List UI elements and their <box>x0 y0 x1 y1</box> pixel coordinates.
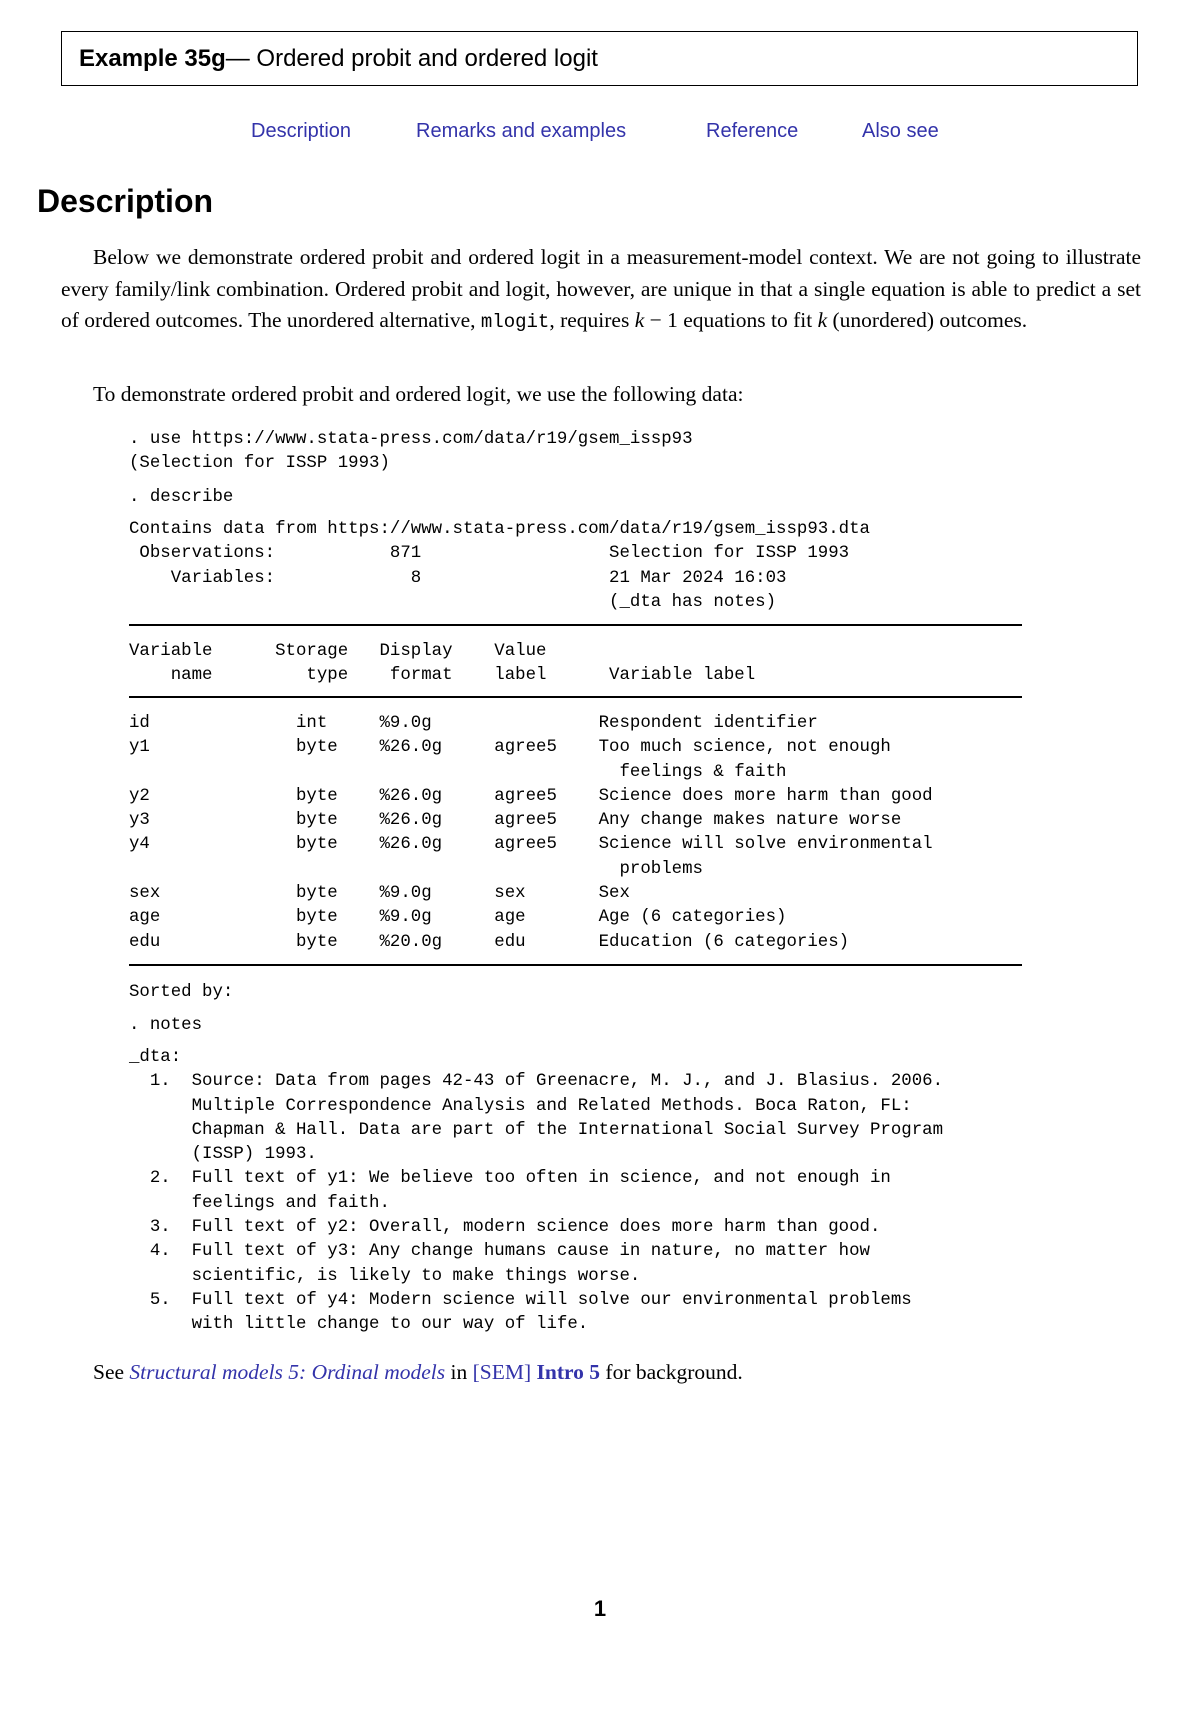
see-also-paragraph <box>61 1357 1141 1389</box>
k-variable: k <box>634 308 645 332</box>
table-row: y4 byte %26.0g agree5 Science will solve environmental <box>129 835 933 855</box>
use-output-line: (Selection for ISSP 1993) <box>129 454 390 474</box>
table-bottom-rule <box>129 964 1022 966</box>
note-line: Multiple Correspondence Analysis and Related Methods. Boca Raton, FL: <box>129 1096 912 1116</box>
intro-text-a: Below we demonstrate ordered probit and ordered logit in a measurement-model context. We are not going to illustrate every family/link combination. Ordered probit and logit, however, are unique in that a single equation is able to predict a set of ordered outcomes. The unordered alternative, <box>61 245 1141 332</box>
notes-flag-line: (_dta has notes) <box>129 592 777 612</box>
table-top-rule <box>129 624 1022 626</box>
table-row: problems <box>129 859 703 879</box>
intro5-link[interactable]: Intro 5 <box>536 1360 601 1384</box>
page-number: 1 <box>593 1596 607 1621</box>
note-line: 2. Full text of y1: We believe too often in science, and not enough in <box>129 1169 891 1189</box>
nav-link-reference[interactable]: Reference <box>706 120 799 142</box>
table-row: age byte %9.0g age Age (6 categories) <box>129 908 787 928</box>
nav-link-also-see[interactable]: Also see <box>862 120 939 142</box>
section-nav <box>0 120 1200 148</box>
example-label: Example 35g <box>79 44 226 72</box>
table-header-rule <box>129 696 1022 698</box>
table-row: y3 byte %26.0g agree5 Any change makes nature worse <box>129 811 902 831</box>
use-command <box>129 428 693 477</box>
table-row: feelings & faith <box>129 762 787 782</box>
ordinal-models-link[interactable]: Structural models 5: Ordinal models <box>129 1360 446 1384</box>
contains-line: Contains data from https://www.stata-press.com/data/r19/gsem_issp93.dta <box>129 520 870 539</box>
intro-text-d: (unordered) outcomes. <box>827 308 1028 332</box>
variable-table-header <box>129 640 755 689</box>
note-line: Chapman & Hall. Data are part of the International Social Survey Program <box>129 1120 944 1140</box>
variable-table-body <box>129 712 933 955</box>
note-line: (ISSP) 1993. <box>129 1145 317 1165</box>
describe-summary <box>129 518 870 615</box>
notes-output <box>129 1046 943 1338</box>
data-intro-paragraph: To demonstrate ordered probit and ordered logit, we use the following data: <box>93 382 744 406</box>
dta-label: _dta: <box>129 1048 182 1067</box>
table-row: y1 byte %26.0g agree5 Too much science, not enough <box>129 738 891 758</box>
note-line: 3. Full text of y2: Overall, modern science does more harm than good. <box>129 1218 881 1238</box>
variables-line: Variables: 8 21 Mar 2024 16:03 <box>129 568 787 588</box>
describe-command: . describe <box>129 488 234 507</box>
mlogit-code: mlogit <box>480 311 550 333</box>
k-variable-2: k <box>817 308 828 332</box>
sem-manual-link[interactable]: [SEM] <box>472 1360 532 1384</box>
note-line: 4. Full text of y3: Any change humans cause in nature, no matter how <box>129 1242 870 1262</box>
use-command-line: . use https://www.stata-press.com/data/r19/gsem_issp93 <box>129 430 693 449</box>
note-line: 5. Full text of y4: Modern science will solve our environmental problems <box>129 1290 912 1310</box>
see-suffix: for background. <box>600 1360 743 1384</box>
intro-paragraph <box>61 242 1141 339</box>
sorted-by-line: Sorted by: <box>129 983 234 1002</box>
see-mid: in <box>445 1360 473 1384</box>
table-row: edu byte %20.0g edu Education (6 categories) <box>129 932 850 952</box>
section-heading: Description <box>37 183 214 219</box>
observations-line: Observations: 871 Selection for ISSP 1993 <box>129 544 850 564</box>
note-line: with little change to our way of life. <box>129 1315 589 1335</box>
table-row: y2 byte %26.0g agree5 Science does more harm than good <box>129 786 933 806</box>
intro-text-b: , requires <box>549 308 635 332</box>
notes-command: . notes <box>129 1016 203 1035</box>
header-line-1: Variable Storage Display Value <box>129 642 547 661</box>
note-line: scientific, is likely to make things worse. <box>129 1266 641 1286</box>
table-row: sex byte %9.0g sex Sex <box>129 884 630 904</box>
note-line: feelings and faith. <box>129 1193 390 1213</box>
header-line-2: name type format label Variable label <box>129 666 756 686</box>
nav-link-description[interactable]: Description <box>251 120 352 142</box>
table-row: id int %9.0g Respondent identifier <box>129 714 818 733</box>
intro-text-c: − 1 equations to fit <box>644 308 818 332</box>
note-line: 1. Source: Data from pages 42-43 of Greenacre, M. J., and J. Blasius. 2006. <box>129 1072 944 1092</box>
example-title-box <box>61 31 1138 86</box>
see-prefix: See <box>93 1360 130 1384</box>
nav-link-remarks[interactable]: Remarks and examples <box>416 120 627 142</box>
example-title: — Ordered probit and ordered logit <box>225 44 598 72</box>
